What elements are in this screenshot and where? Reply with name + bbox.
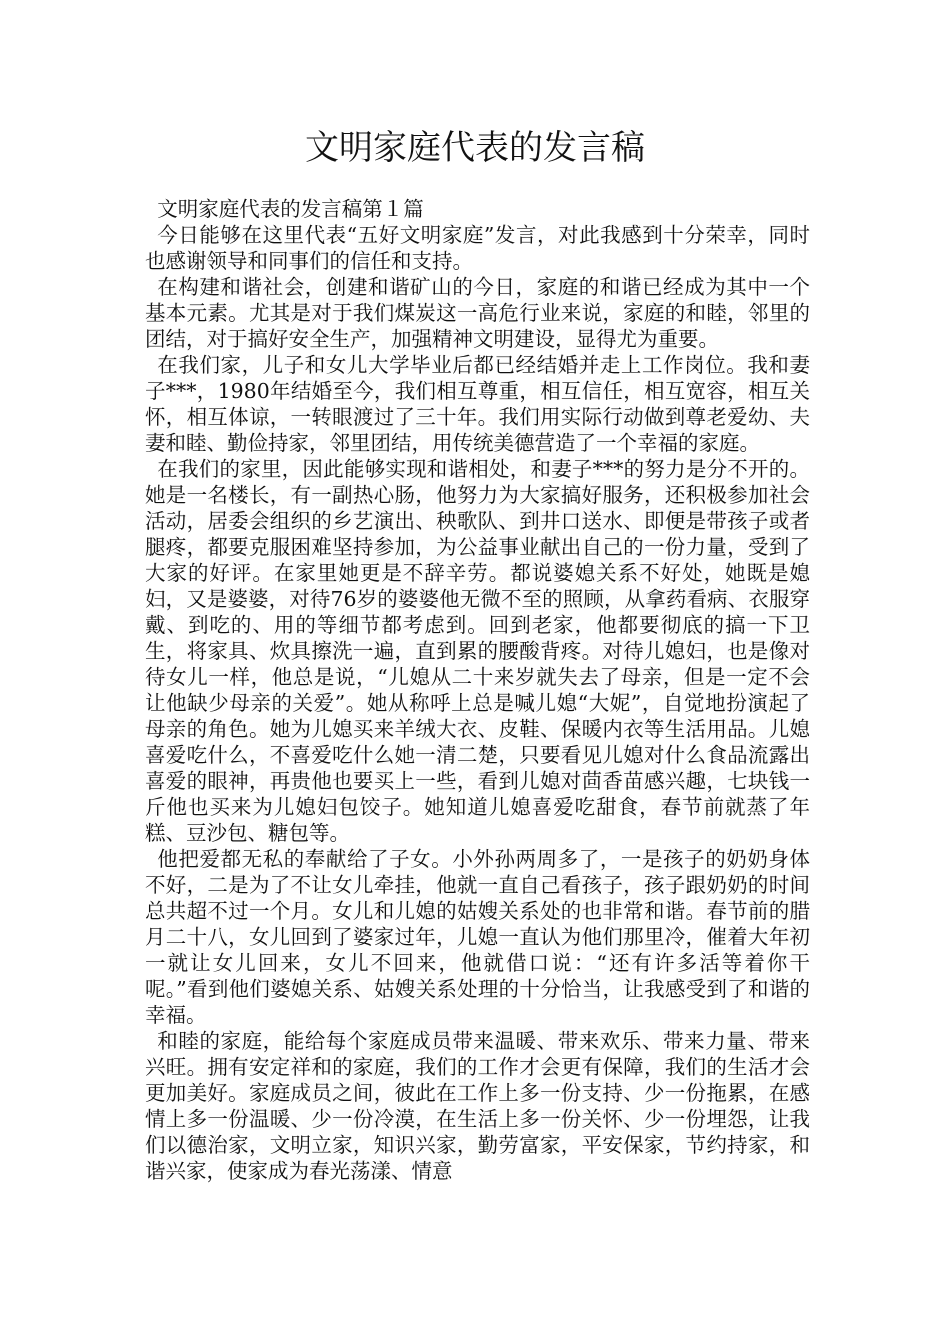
paragraph-4: 在我们的家里，因此能够实现和谐相处，和妻子***的努力是分不开的。她是一名楼长，有一副热心肠，他努力为大家搞好服务，还积极参加社会活动，居委会组织的乡艺演出、秧歌队、到井口送水、即便是带孩子或者腿疼，都要克服困难坚持参加，为公益事业献出自己的一份力量，受到了大家的好评。在家里她更是不辞辛劳。都说婆媳关系不好处，她既是媳妇，又是婆婆，对待76岁的婆婆他无微不至的照顾，从拿药看病、衣服穿戴、到吃的、用的等细节都考虑到。回到老家，他都要彻底的搞一下卫生，将家具、炊具擦洗一遍，直到累的腰酸背疼。对待儿媳妇，也是像对待女儿一样，他总是说，“儿媳从二十来岁就失去了母亲，但是一定不会让他缺少母亲的关爱”。她从称呼上总是喊儿媳“大妮”，自觉地扮演起了母亲的角色。她为儿媳买来羊绒大衣、皮鞋、保暖内衣等生活用品。儿媳喜爱吃什么，不喜爱吃什么她一清二楚，只要看见儿媳对什么食品流露出喜爱的眼神，再贵他也要买上一些，看到儿媳对茴香苗感兴趣，七块钱一斤他也买来为儿媳妇包饺子。她知道儿媳喜爱吃甜食，春节前就蒸了年糕、豆沙包、糖包等。 bbox=[145, 457, 810, 845]
paragraph-6: 和睦的家庭，能给每个家庭成员带来温暖、带来欢乐、带来力量、带来兴旺。拥有安定祥和的家庭，我们的工作才会更有保障，我们的生活才会更加美好。家庭成员之间，彼此在工作上多一份支持、少一份拖累，在感情上多一份温暖、少一份冷漠，在生活上多一份关怀、少一份埋怨，让我们以德治家，文明立家，知识兴家，勤劳富家，平安保家，节约持家，和谐兴家，使家成为春光荡漾、情意 bbox=[145, 1029, 810, 1183]
paragraph-2: 在构建和谐社会，创建和谐矿山的今日，家庭的和谐已经成为其中一个基本元素。尤其是对于我们煤炭这一高危行业来说，家庭的和睦，邻里的团结，对于搞好安全生产，加强精神文明建设，显得尤为重要。 bbox=[145, 275, 810, 351]
section-heading: 文明家庭代表的发言稿第１篇 bbox=[157, 197, 424, 221]
paragraph-5: 他把爱都无私的奉献给了子女。小外孙两周多了，一是孩子的奶奶身体不好，二是为了不让女儿牵挂，他就一直自己看孩子，孩子跟奶奶的时间总共超不过一个月。女儿和儿媳的姑嫂关系处的也非常和谐。春节前的腊月二十八，女儿回到了婆家过年，儿媳一直认为他们那里冷，催着大年初一就让女儿回来，女儿不回来，他就借口说：“还有许多活等着你干呢。”看到他们婆媳关系、姑嫂关系处理的十分恰当，让我感受到了和谐的幸福。 bbox=[145, 847, 810, 1027]
paragraph-1: 今日能够在这里代表“五好文明家庭”发言，对此我感到十分荣幸，同时也感谢领导和同事们的信任和支持。 bbox=[145, 223, 810, 273]
document-body bbox=[145, 196, 810, 1184]
document-title: 文明家庭代表的发言稿 bbox=[305, 128, 645, 168]
paragraph-3: 在我们家，儿子和女儿大学毕业后都已经结婚并走上工作岗位。我和妻子***，1980年结婚至今，我们相互尊重，相互信任，相互宽容，相互关怀，相互体谅，一转眼渡过了三十年。我们用实际行动做到尊老爱幼、夫妻和睦、勤俭持家，邻里团结，用传统美德营造了一个幸福的家庭。 bbox=[145, 353, 810, 455]
